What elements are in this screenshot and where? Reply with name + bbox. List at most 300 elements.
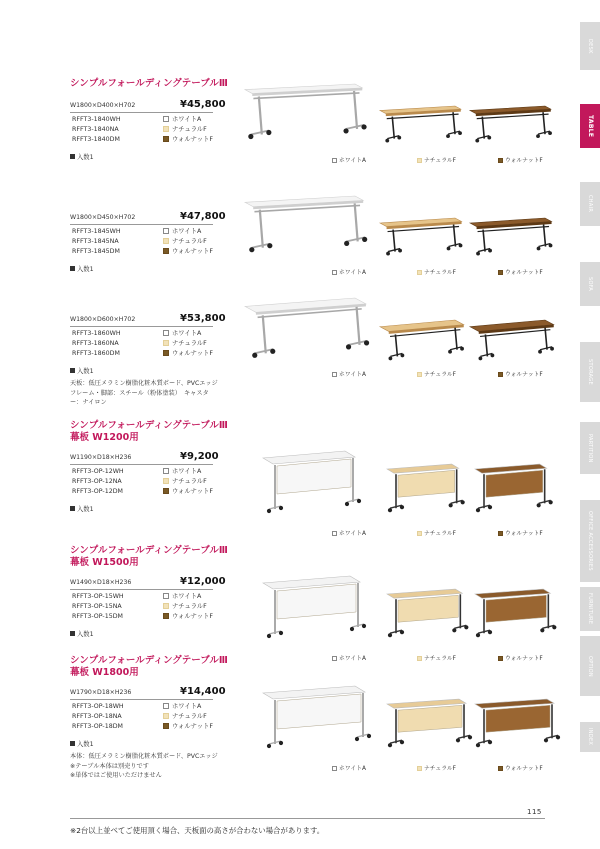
image-caption	[332, 528, 366, 537]
caster-wheel	[388, 508, 392, 512]
image-caption	[332, 369, 366, 378]
caster-wheel	[548, 131, 552, 135]
caster-wheel	[385, 139, 389, 143]
product-section	[0, 420, 575, 537]
image-caption-text: ホワイトA	[339, 270, 366, 276]
caster-wheel	[267, 634, 271, 638]
color-label: ウォルナットF	[172, 350, 214, 357]
color-swatch-icon	[498, 766, 503, 771]
image-caption	[417, 267, 456, 276]
caster-wheel	[550, 347, 554, 351]
modesty-panel-illustration	[387, 464, 465, 512]
color-swatch-icon	[332, 270, 337, 275]
product-codes	[72, 467, 124, 497]
color-swatch-icon	[163, 603, 169, 609]
caster-wheel	[252, 353, 257, 358]
image-caption-text: ナチュラルF	[424, 531, 456, 537]
caster-wheel	[476, 508, 480, 512]
image-caption-text: ホワイトA	[339, 531, 366, 537]
table-foot	[349, 341, 367, 345]
caster-wheel	[401, 354, 405, 358]
color-options	[163, 227, 213, 257]
caster-wheel	[488, 249, 492, 253]
caster-wheel	[556, 735, 560, 739]
table-leg	[393, 230, 395, 252]
folding-table-illustration	[380, 320, 464, 360]
caster-wheel	[537, 503, 541, 507]
color-options	[163, 592, 213, 622]
product-code: RFFT3-1860DM	[72, 350, 120, 357]
color-swatch-icon	[498, 531, 503, 536]
section-title	[70, 420, 228, 444]
side-tab-desk[interactable]: DESK	[580, 22, 600, 70]
section-title-line: シンプルフォールディングテーブルⅢ	[70, 655, 228, 666]
section-title	[70, 655, 228, 679]
caster-wheel	[355, 737, 359, 741]
caster-wheel	[491, 354, 495, 358]
color-option	[163, 467, 213, 477]
caster-wheel	[536, 134, 540, 138]
caster-wheel	[400, 630, 404, 634]
product-code: RFFT3-OP-15NA	[72, 603, 122, 610]
product-code: RFFT3-1840NA	[72, 126, 119, 133]
price-divider	[70, 326, 213, 327]
square-bullet-icon	[70, 506, 75, 511]
product-price: ¥14,400	[180, 686, 226, 697]
table-leg	[395, 334, 397, 356]
image-caption-text: ウォルナットF	[505, 372, 543, 378]
caster-wheel	[446, 134, 450, 138]
modesty-panel-illustration	[263, 686, 371, 748]
image-caption-text: ナチュラルF	[424, 766, 456, 772]
square-bullet-icon	[70, 368, 75, 373]
product-price: ¥9,200	[180, 451, 219, 462]
caster-wheel	[345, 502, 349, 506]
section-title-subline: 幕板 W1800用	[70, 667, 139, 678]
color-option	[163, 487, 213, 497]
color-label: ホワイトA	[172, 228, 202, 235]
product-price: ¥12,000	[180, 576, 226, 587]
product-code: RFFT3-OP-12NA	[72, 478, 122, 485]
color-swatch-icon	[163, 248, 169, 254]
square-bullet-icon	[70, 266, 75, 271]
product-dimensions: W1800×D450×H702	[70, 214, 136, 221]
modesty-panel-illustration	[263, 451, 361, 513]
side-tab-table[interactable]: TABLE	[580, 104, 600, 148]
table-leg	[354, 91, 357, 129]
caster-wheel	[249, 247, 254, 252]
product-dimensions: W1490×D18×H236	[70, 579, 132, 586]
color-options	[163, 702, 213, 732]
color-label: ナチュラルF	[172, 478, 207, 485]
product-section	[0, 655, 575, 779]
table-leg	[485, 334, 487, 356]
color-label: ナチュラルF	[172, 126, 207, 133]
price-divider	[70, 224, 213, 225]
product-section	[0, 545, 575, 662]
image-caption-text: ナチュラルF	[424, 270, 456, 276]
section-title-subline: 幕板 W1500用	[70, 557, 139, 568]
footer-divider	[70, 818, 545, 819]
caster-wheel	[552, 625, 556, 629]
folding-table-illustration	[245, 84, 367, 139]
caster-wheel	[344, 241, 349, 246]
product-code: RFFT3-OP-15WH	[72, 593, 124, 600]
color-label: ホワイトA	[172, 468, 202, 475]
side-tab-furniture[interactable]: FURNITURE	[580, 587, 600, 631]
product-section	[0, 292, 575, 406]
caster-wheel	[475, 139, 479, 143]
pack-quantity-text: 入数1	[77, 368, 94, 375]
color-label: ホワイトA	[172, 330, 202, 337]
section-title-line: シンプルフォールディングテーブルⅢ	[70, 78, 228, 89]
caster-wheel	[476, 743, 480, 747]
table-leg	[544, 225, 546, 247]
caster-wheel	[476, 633, 480, 637]
color-label: ウォルナットF	[172, 248, 214, 255]
modesty-panel	[398, 470, 455, 497]
section-title-line: シンプルフォールディングテーブルⅢ	[70, 545, 228, 556]
caster-wheel	[538, 350, 542, 354]
side-tab-storage[interactable]: STORAGE	[580, 342, 600, 402]
caster-wheel	[449, 503, 453, 507]
side-tab-partition[interactable]: PARTITION	[580, 422, 600, 474]
material-note: 本体：低圧メラミン樹脂化粧木質ボード、PVCエッジ ※テーブル本体は別売りです ※単体ではご使用いただけません	[70, 753, 218, 779]
table-leg	[453, 112, 455, 134]
color-option	[163, 237, 213, 247]
color-swatch-icon	[417, 158, 422, 163]
pack-quantity	[70, 504, 94, 513]
modesty-panel	[277, 459, 351, 494]
image-caption	[417, 763, 456, 772]
caster-wheel	[549, 500, 553, 504]
color-option	[163, 125, 213, 135]
price-divider	[70, 464, 213, 465]
image-caption	[498, 369, 543, 378]
color-swatch-icon	[163, 126, 169, 132]
modesty-panel-illustration	[387, 699, 472, 747]
color-option	[163, 227, 213, 237]
product-code: RFFT3-1860NA	[72, 340, 119, 347]
footer-note: ※2台以上並べてご使用頂く場合、天板面の高さが合わない場合があります。	[70, 826, 325, 835]
product-codes	[72, 592, 124, 622]
product-price: ¥53,800	[180, 313, 226, 324]
color-swatch-icon	[163, 136, 169, 142]
caster-wheel	[487, 136, 491, 140]
color-label: ウォルナットF	[172, 488, 214, 495]
material-note: 天板：低圧メラミン樹脂化粧木質ボード、PVCエッジ フレーム・脚部：スチール（粉体塗装） キャスター：ナイロン	[70, 380, 224, 406]
caster-wheel	[544, 738, 548, 742]
color-swatch-icon	[163, 713, 169, 719]
table-leg	[454, 225, 456, 247]
pack-quantity-text: 入数1	[77, 506, 94, 513]
color-swatch-icon	[163, 723, 169, 729]
caster-wheel	[388, 633, 392, 637]
caster-wheel	[447, 247, 451, 251]
folding-table-illustration	[245, 196, 367, 252]
product-dimensions: W1800×D400×H702	[70, 102, 136, 109]
caster-wheel	[448, 350, 452, 354]
image-caption	[332, 155, 366, 164]
product-code: RFFT3-1845DM	[72, 248, 120, 255]
caster-wheel	[270, 349, 275, 354]
product-code: RFFT3-OP-18WH	[72, 703, 124, 710]
modesty-panel-illustration	[387, 589, 468, 637]
caster-wheel	[388, 743, 392, 747]
pack-quantity	[70, 152, 94, 161]
caster-wheel	[452, 628, 456, 632]
caster-wheel	[248, 134, 253, 139]
color-label: ナチュラルF	[172, 238, 207, 245]
color-options	[163, 467, 213, 497]
image-caption	[498, 528, 543, 537]
caster-wheel	[346, 344, 351, 349]
caster-wheel	[279, 506, 283, 510]
caster-wheel	[479, 357, 483, 361]
color-swatch-icon	[163, 488, 169, 494]
color-swatch-icon	[163, 116, 169, 122]
table-foot	[346, 125, 364, 129]
product-code: RFFT3-OP-18NA	[72, 713, 122, 720]
caster-wheel	[350, 627, 354, 631]
pack-quantity	[70, 739, 94, 748]
product-section	[0, 78, 575, 188]
color-swatch-icon	[417, 270, 422, 275]
table-leg	[263, 315, 266, 353]
product-codes	[72, 115, 121, 145]
square-bullet-icon	[70, 741, 75, 746]
color-option	[163, 247, 213, 257]
color-swatch-icon	[163, 238, 169, 244]
modesty-panel-illustration	[263, 576, 366, 638]
color-swatch-icon	[332, 372, 337, 377]
image-caption	[498, 763, 543, 772]
modesty-panel	[398, 595, 458, 622]
side-tab-chair[interactable]: CHAIR	[580, 182, 600, 226]
product-codes	[72, 702, 124, 732]
image-caption	[498, 267, 543, 276]
modesty-panel-illustration	[475, 699, 560, 747]
pack-quantity	[70, 264, 94, 273]
color-swatch-icon	[163, 478, 169, 484]
color-label: ウォルナットF	[172, 136, 214, 143]
image-caption	[417, 155, 456, 164]
table-leg	[355, 203, 358, 241]
color-swatch-icon	[163, 593, 169, 599]
product-code: RFFT3-OP-12WH	[72, 468, 124, 475]
caster-wheel	[476, 252, 480, 256]
caster-wheel	[267, 243, 272, 248]
color-option	[163, 115, 213, 125]
image-caption-text: ナチュラルF	[424, 158, 456, 164]
color-option	[163, 702, 213, 712]
product-code: RFFT3-1860WH	[72, 330, 121, 337]
table-leg	[392, 117, 394, 139]
price-divider	[70, 112, 213, 113]
pack-quantity-text: 入数1	[77, 631, 94, 638]
product-code: RFFT3-OP-15DM	[72, 613, 123, 620]
color-option	[163, 349, 213, 359]
color-option	[163, 712, 213, 722]
caster-wheel	[397, 136, 401, 140]
modesty-panel	[486, 705, 550, 732]
modesty-panel	[486, 470, 543, 497]
product-code: RFFT3-OP-18DM	[72, 723, 123, 730]
image-caption	[332, 267, 366, 276]
color-swatch-icon	[163, 350, 169, 356]
product-code: RFFT3-1845WH	[72, 228, 121, 235]
caster-wheel	[488, 630, 492, 634]
table-leg	[357, 307, 360, 345]
color-swatch-icon	[163, 330, 169, 336]
product-images	[225, 290, 555, 400]
product-code: RFFT3-1840DM	[72, 136, 120, 143]
table-foot	[255, 349, 273, 353]
side-tab-index[interactable]: INDEX	[580, 722, 600, 752]
square-bullet-icon	[70, 631, 75, 636]
caster-wheel	[279, 631, 283, 635]
caster-wheel	[267, 744, 271, 748]
folding-table-illustration	[470, 320, 554, 360]
color-option	[163, 339, 213, 349]
image-caption-text: ウォルナットF	[505, 158, 543, 164]
product-codes	[72, 329, 121, 359]
color-label: ウォルナットF	[172, 723, 214, 730]
caster-wheel	[537, 247, 541, 251]
color-label: ホワイトA	[172, 593, 202, 600]
image-caption-text: ホワイトA	[339, 656, 366, 662]
color-swatch-icon	[498, 158, 503, 163]
table-leg	[545, 328, 547, 350]
product-images	[225, 76, 555, 186]
image-caption-text: ホワイトA	[339, 372, 366, 378]
color-swatch-icon	[498, 270, 503, 275]
caster-wheel	[459, 244, 463, 248]
page-number: 115	[527, 808, 542, 816]
caster-wheel	[488, 740, 492, 744]
product-price: ¥47,800	[180, 211, 226, 222]
caster-wheel	[464, 625, 468, 629]
color-label: ナチュラルF	[172, 713, 207, 720]
color-swatch-icon	[417, 372, 422, 377]
color-label: ナチュラルF	[172, 603, 207, 610]
modesty-panel-illustration	[475, 464, 553, 512]
caster-wheel	[266, 130, 271, 135]
folding-table-illustration	[380, 106, 462, 143]
caster-wheel	[389, 357, 393, 361]
image-caption-text: ナチュラルF	[424, 656, 456, 662]
product-dimensions: W1190×D18×H236	[70, 454, 132, 461]
caster-wheel	[456, 738, 460, 742]
price-divider	[70, 699, 213, 700]
table-foot	[251, 131, 269, 135]
color-option	[163, 602, 213, 612]
folding-table-illustration	[245, 298, 369, 358]
pack-quantity-text: 入数1	[77, 154, 94, 161]
product-code: RFFT3-1840WH	[72, 116, 121, 123]
product-dimensions: W1800×D600×H702	[70, 316, 136, 323]
image-caption-text: ウォルナットF	[505, 766, 543, 772]
caster-wheel	[343, 128, 348, 133]
modesty-panel-illustration	[475, 589, 556, 637]
pack-quantity-text: 入数1	[77, 741, 94, 748]
caster-wheel	[398, 249, 402, 253]
folding-table-illustration	[470, 106, 552, 143]
product-code: RFFT3-OP-12DM	[72, 488, 123, 495]
folding-table-illustration	[380, 218, 462, 255]
image-caption-text: ウォルナットF	[505, 270, 543, 276]
color-label: ホワイトA	[172, 116, 202, 123]
pack-quantity-text: 入数1	[77, 266, 94, 273]
pack-quantity	[70, 629, 94, 638]
image-caption-text: ホワイトA	[339, 158, 366, 164]
color-swatch-icon	[417, 531, 422, 536]
price-divider	[70, 589, 213, 590]
color-options	[163, 115, 213, 145]
color-option	[163, 477, 213, 487]
product-code: RFFT3-1845NA	[72, 238, 119, 245]
color-label: ウォルナットF	[172, 613, 214, 620]
caster-wheel	[468, 735, 472, 739]
caster-wheel	[549, 244, 553, 248]
table-leg	[543, 112, 545, 134]
color-swatch-icon	[498, 372, 503, 377]
caster-wheel	[460, 347, 464, 351]
section-title	[70, 545, 228, 569]
color-option	[163, 592, 213, 602]
image-caption	[332, 763, 366, 772]
image-caption-text: ホワイトA	[339, 766, 366, 772]
color-option	[163, 135, 213, 145]
section-title	[70, 78, 228, 90]
product-price: ¥45,800	[180, 99, 226, 110]
color-swatch-icon	[417, 766, 422, 771]
caster-wheel	[461, 500, 465, 504]
side-tab-sofa[interactable]: SOFA	[580, 262, 600, 306]
color-swatch-icon	[163, 613, 169, 619]
caster-wheel	[540, 628, 544, 632]
modesty-panel	[398, 705, 462, 732]
side-tab-office-accessories[interactable]: OFFICE ACCESSORIES	[580, 500, 600, 582]
caster-wheel	[400, 740, 404, 744]
caster-wheel	[361, 124, 366, 129]
image-caption	[417, 528, 456, 537]
image-caption	[498, 155, 543, 164]
product-codes	[72, 227, 121, 257]
pack-quantity	[70, 366, 94, 375]
caster-wheel	[386, 252, 390, 256]
color-swatch-icon	[332, 531, 337, 536]
color-label: ホワイトA	[172, 703, 202, 710]
caster-wheel	[362, 237, 367, 242]
side-tab-option[interactable]: OPTION	[580, 636, 600, 696]
modesty-panel	[486, 595, 546, 622]
product-section	[0, 190, 575, 300]
caster-wheel	[400, 505, 404, 509]
image-caption-text: ウォルナットF	[505, 656, 543, 662]
color-option	[163, 722, 213, 732]
table-leg	[482, 117, 484, 139]
table-foot	[252, 244, 270, 248]
product-dimensions: W1790×D18×H236	[70, 689, 132, 696]
folding-table-illustration	[470, 218, 552, 255]
table-foot	[347, 237, 365, 241]
color-swatch-icon	[163, 468, 169, 474]
caster-wheel	[267, 509, 271, 513]
caster-wheel	[458, 131, 462, 135]
color-swatch-icon	[163, 228, 169, 234]
color-options	[163, 329, 213, 359]
